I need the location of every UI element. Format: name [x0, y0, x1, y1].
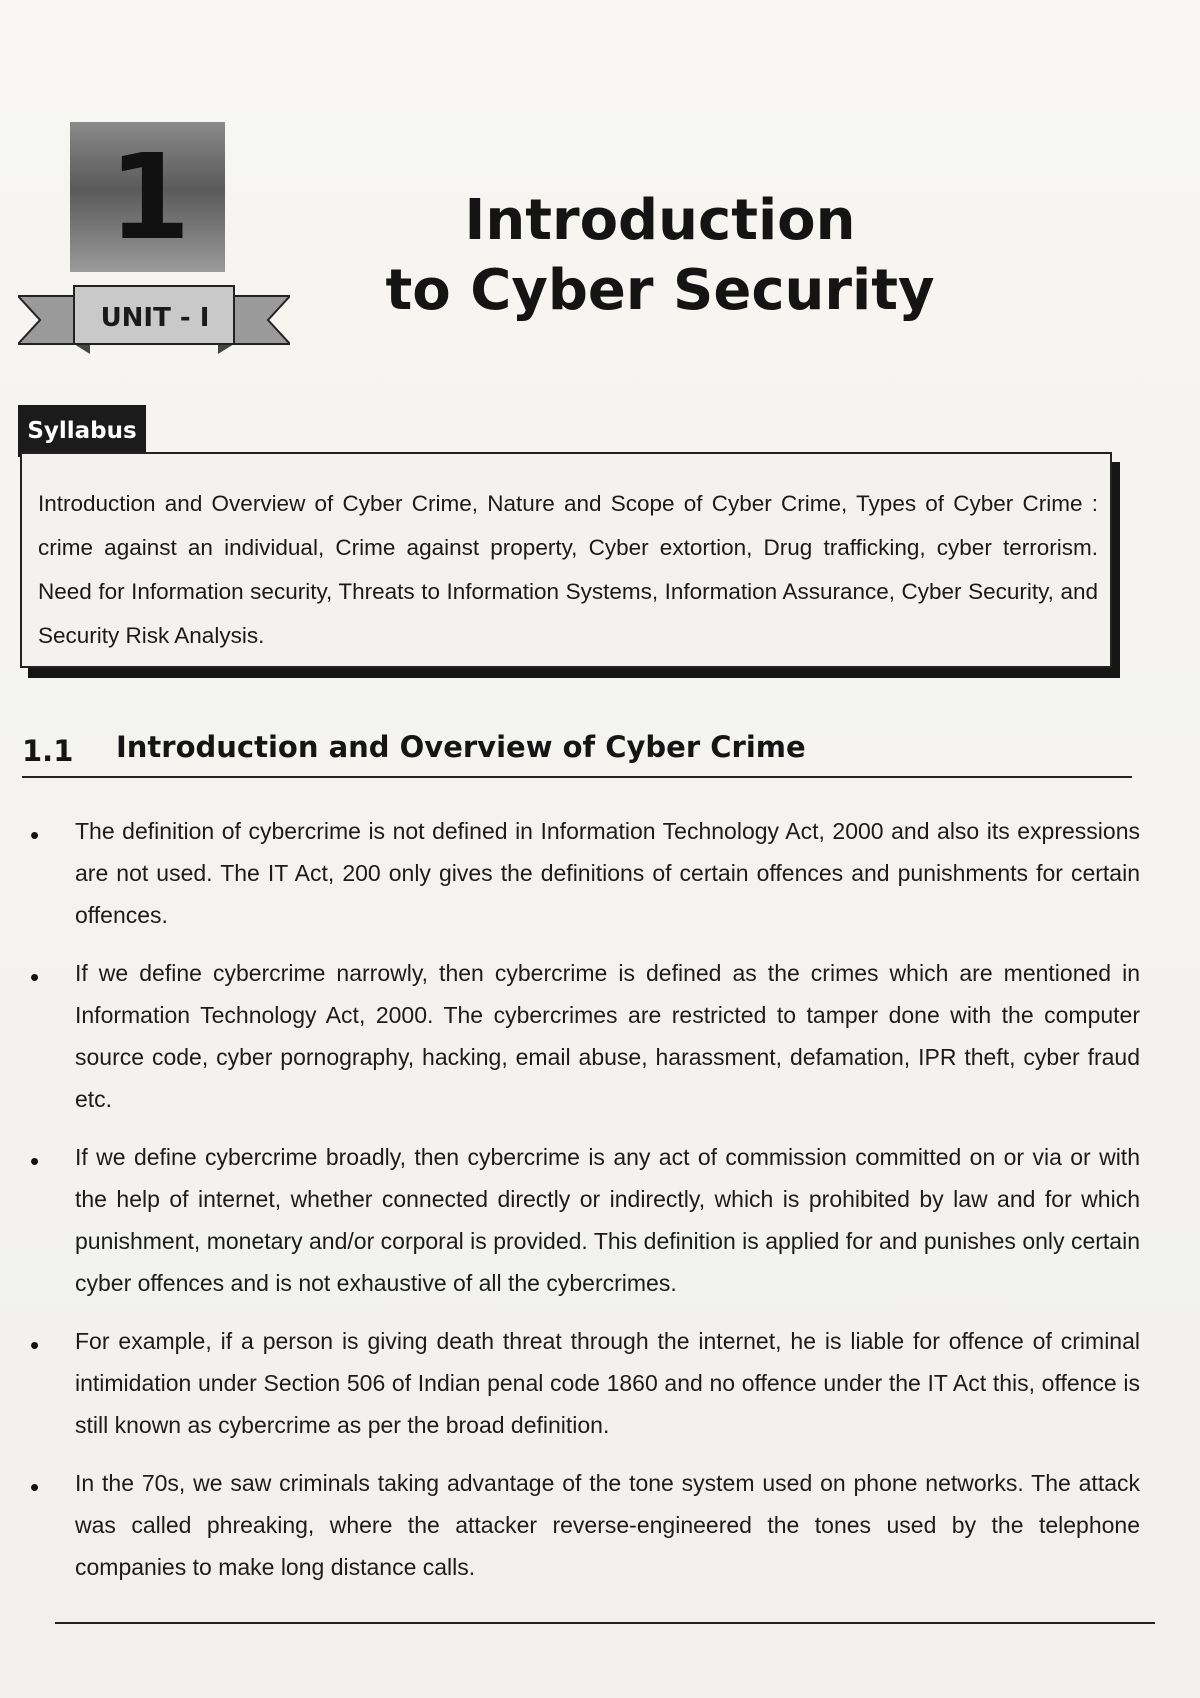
syllabus-box [20, 452, 1112, 668]
bullet-icon: • [30, 962, 40, 992]
footer-divider [55, 1622, 1155, 1624]
list-item [30, 810, 1140, 936]
bullet-text: The definition of cybercrime is not defined in Information Technology Act, 2000 and also its expressions are not used. The IT Act, 200 only gives the definitions of certain offences and punishments for certain offences. [75, 818, 1140, 928]
bullet-list [30, 810, 1140, 1604]
unit-label: UNIT - I [100, 303, 210, 333]
bullet-icon: • [30, 1472, 40, 1502]
unit-number: 1 [108, 128, 187, 266]
unit-ribbon [18, 282, 290, 358]
bullet-icon: • [30, 820, 40, 850]
list-item [30, 1320, 1140, 1446]
list-item [30, 1136, 1140, 1304]
bullet-text: If we define cybercrime narrowly, then cybercrime is defined as the crimes which are mentioned in Information Technology Act, 2000. The cybercrimes are restricted to tamper done with the computer source code, cyber pornography, hacking, email abuse, harassment, defamation, IPR theft, cyber fraud etc. [75, 960, 1140, 1112]
chapter-title-line1: Introduction [464, 188, 856, 253]
list-item [30, 1462, 1140, 1588]
section-heading [22, 728, 1132, 778]
list-item [30, 952, 1140, 1120]
bullet-text: If we define cybercrime broadly, then cybercrime is any act of commission committed on or via or with the help of internet, whether connected directly or indirectly, which is prohibited by law and for which punishment, monetary and/or corporal is provided. This definition is applied for and punishes only certain cyber offences and is not exhaustive of all the cybercrimes. [75, 1144, 1140, 1296]
bullet-icon: • [30, 1146, 40, 1176]
unit-number-block [70, 122, 225, 272]
syllabus-text: Introduction and Overview of Cyber Crime, Nature and Scope of Cyber Crime, Types of Cyber Crime : crime against an individual, Crime against property, Cyber extortion, Drug trafficking, cyber terrorism. Need for Information security, Threats to Information Systems, Information Assurance, Cyber Security, and Security Risk Analysis. [38, 491, 1098, 648]
section-title: Introduction and Overview of Cyber Crime [116, 730, 806, 764]
chapter-title-line2: to Cyber Security [385, 258, 935, 323]
bullet-text: For example, if a person is giving death threat through the internet, he is liable for offence of criminal intimidation under Section 506 of Indian penal code 1860 and no offence under the IT Act this, offence is still known as cybercrime as per the broad definition. [75, 1328, 1140, 1438]
bullet-icon: • [30, 1330, 40, 1360]
section-number: 1.1 [22, 734, 74, 768]
chapter-title [360, 186, 960, 326]
syllabus-tag: Syllabus [18, 405, 146, 457]
bullet-text: In the 70s, we saw criminals taking advantage of the tone system used on phone networks. The attack was called phreaking, where the attacker reverse-engineered the tones used by the telephone companies to make long distance calls. [75, 1470, 1140, 1580]
